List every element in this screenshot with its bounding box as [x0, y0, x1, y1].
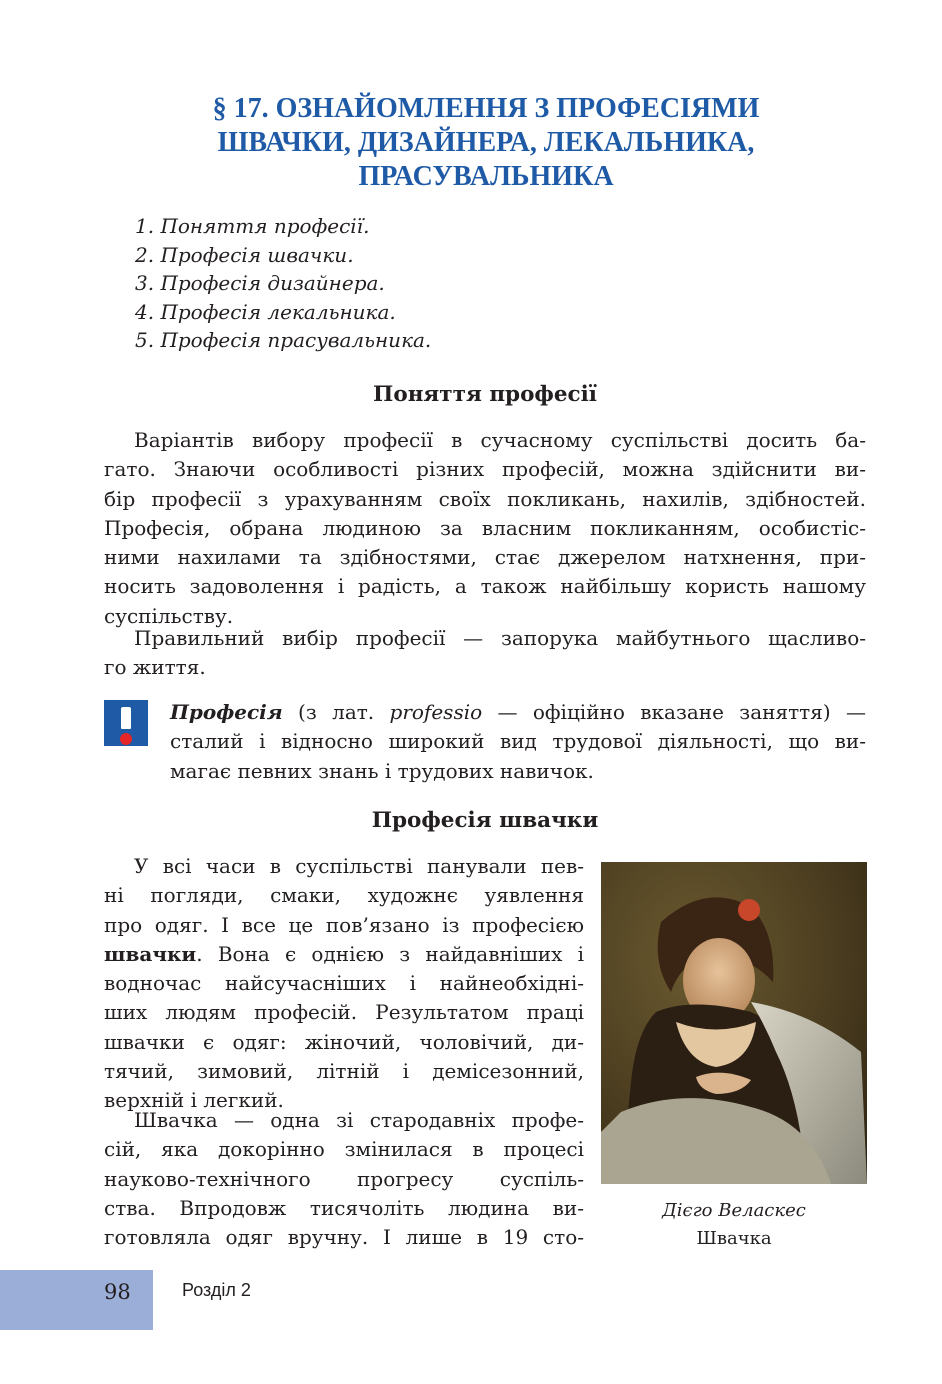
page-number: 98 — [104, 1280, 131, 1304]
text-line: про одяг. І все це пов’язано із професією — [104, 912, 584, 937]
section-heading-concept: Поняття професії — [373, 382, 597, 407]
definition-block — [170, 698, 866, 786]
title-line-3: ПРАСУВАЛЬНИКА — [358, 161, 614, 192]
text-line: гато. Знаючи особливості різних професій, можна здійснити ви- — [104, 457, 866, 482]
topic-item: 3. Професія дизайнера. — [135, 271, 385, 295]
text-line: верхній і легкий. — [104, 1088, 284, 1113]
paragraph-seamstress-2 — [104, 1106, 584, 1252]
exclamation-icon — [104, 700, 148, 746]
paragraph-concept-1 — [104, 426, 866, 631]
text-line: Варіантів вибору професії в сучасному суспільстві досить ба- — [134, 428, 866, 452]
figure-author: Дієго Веласкес — [662, 1200, 806, 1221]
page-title — [110, 92, 862, 194]
topic-item: 2. Професія швачки. — [135, 242, 354, 267]
text-line: ших людям професій. Результатом праці — [104, 1000, 584, 1025]
latin-word: professio — [389, 700, 483, 724]
chapter-label: Розділ 2 — [182, 1280, 251, 1300]
definition-line-3: магає певних знань і трудових навичок. — [170, 758, 594, 783]
text-line: науково-технічного прогресу суспіль- — [104, 1166, 584, 1191]
text-line: Швачка — одна зі стародавніх профе- — [134, 1108, 584, 1132]
text-line: ними нахилами та здібностями, стає джерелом натхнення, при- — [104, 545, 866, 570]
topic-list — [135, 212, 431, 355]
text-line: сій, яка докорінно змінилася в процесі — [104, 1137, 584, 1162]
text-line: Професія, обрана людиною за власним покликанням, особистіс- — [104, 515, 866, 540]
definition-term: Професія — [170, 700, 283, 724]
paragraph-seamstress-1 — [104, 852, 584, 1116]
text-line: швачки є одяг: жіночий, чоловічий, ди- — [104, 1029, 584, 1054]
text-line: готовляла одяг вручну. І лише в 19 сто- — [104, 1225, 584, 1250]
painting-image — [601, 862, 867, 1184]
text-line: У всі часи в суспільстві панували пев- — [134, 854, 584, 878]
text-line: ні погляди, смаки, художнє уявлення — [104, 883, 584, 908]
topic-item: 5. Професія прасувальника. — [135, 328, 432, 352]
section-heading-seamstress: Професія швачки — [371, 808, 599, 833]
text-line: швачки. Вона є однією з найдавніших і — [104, 941, 584, 966]
text-line: ства. Впродовж тисячоліть людина ви- — [104, 1195, 584, 1220]
text-line: го життя. — [104, 655, 206, 680]
text-line: суспільству. — [104, 603, 234, 628]
definition-line-1: Професія (з лат. professio — офіційно вказане заняття) — — [170, 700, 866, 724]
text-line: носить задоволення і радість, а також найбільшу користь нашому — [104, 574, 866, 599]
definition-line-2: сталий і відносно широкий вид трудової діяльності, що ви- — [170, 729, 866, 754]
text-line: Правильний вибір професії — запорука майбутнього щасливо- — [134, 626, 866, 650]
bold-term: швачки — [104, 941, 197, 966]
text-line: тячий, зимовий, літній і демісезонний, — [104, 1059, 584, 1084]
text-line: водночас найсучасніших і найнеобхідні- — [104, 971, 584, 996]
title-line-2: ШВАЧКИ, ДИЗАЙНЕРА, ЛЕКАЛЬНИКА, — [217, 127, 755, 158]
figure-title: Швачка — [696, 1228, 772, 1249]
topic-item: 4. Професія лекальника. — [135, 299, 396, 324]
topic-item: 1. Поняття професії. — [135, 214, 370, 238]
text-line: бір професії з урахуванням своїх покликань, нахилів, здібностей. — [104, 486, 866, 511]
paragraph-concept-2 — [104, 624, 866, 683]
title-line-1: § 17. ОЗНАЙОМЛЕННЯ З ПРОФЕСІЯМИ — [212, 93, 760, 124]
